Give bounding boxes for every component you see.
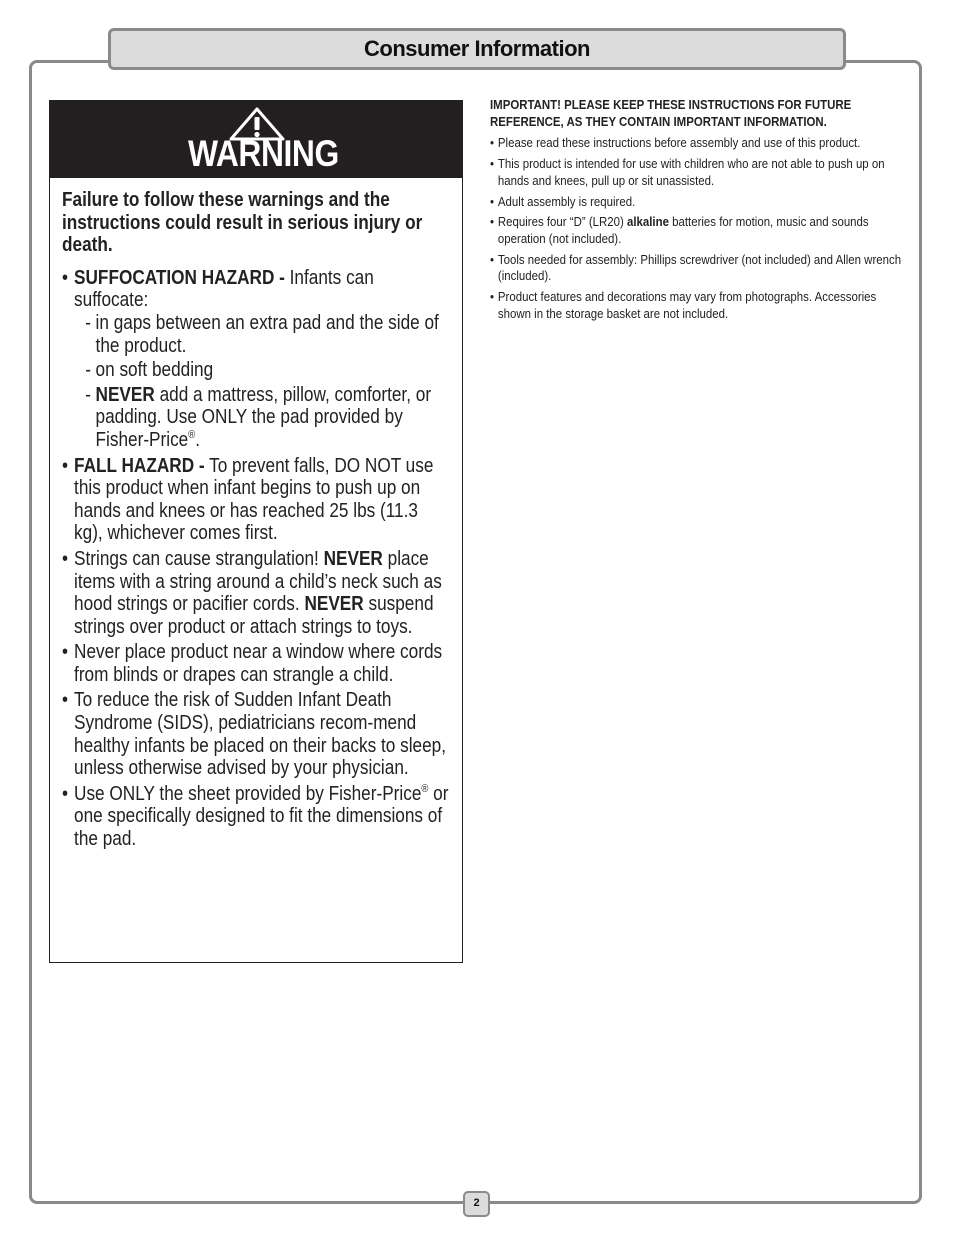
warning-item-text-end: or one specifically designed to fit the dimensions of the pad. bbox=[74, 782, 449, 851]
bullet: • bbox=[490, 135, 495, 151]
bullet: • bbox=[62, 266, 69, 289]
bullet: • bbox=[490, 193, 495, 209]
warning-box bbox=[49, 100, 463, 963]
section-header bbox=[108, 28, 846, 70]
warning-body bbox=[50, 178, 462, 854]
info-item-text: Product features and decorations may vary from photographs. Accessories shown in the storage basket are not included. bbox=[497, 289, 877, 321]
warning-subitem-text: add a mattress, pillow, comforter, or padding. Use ONLY the pad provided by Fisher-Price bbox=[95, 383, 432, 451]
bullet: • bbox=[62, 689, 69, 712]
bullet: • bbox=[62, 782, 69, 805]
emphasis-text: NEVER bbox=[323, 547, 383, 570]
warning-item bbox=[62, 455, 451, 545]
warning-subitem bbox=[74, 384, 451, 452]
info-item bbox=[490, 214, 911, 247]
warning-subitem-text: on soft bedding bbox=[95, 359, 214, 382]
info-item bbox=[490, 135, 911, 152]
warning-item bbox=[62, 548, 451, 638]
page-number: 2 bbox=[463, 1191, 490, 1217]
emphasis-text: NEVER bbox=[304, 593, 364, 616]
warning-item bbox=[62, 783, 451, 851]
warning-title: WARNING bbox=[188, 133, 339, 174]
info-item-text: This product is intended for use with children who are not able to push up on hands and knees, pull up or sit unassisted. bbox=[497, 156, 885, 188]
info-item bbox=[490, 156, 911, 189]
section-title: Consumer Information bbox=[364, 36, 590, 61]
warning-item-text: Use ONLY the sheet provided by Fisher-Price bbox=[74, 782, 422, 805]
bullet: • bbox=[490, 214, 495, 230]
bullet: • bbox=[62, 547, 69, 570]
warning-item-text: Never place product near a window where cords from blinds or drapes can strangle a child. bbox=[74, 641, 443, 686]
emphasis-text: NEVER bbox=[95, 383, 155, 406]
info-item-text: Tools needed for assembly: Phillips screwdriver (not included) and Allen wrench (included). bbox=[497, 251, 902, 284]
hazard-label: SUFFOCATION HAZARD - bbox=[74, 266, 285, 289]
warning-item-text: Infants can suffocate: bbox=[74, 266, 374, 312]
bullet: • bbox=[62, 454, 69, 477]
info-item-text-end: batteries for motion, music and sounds operation (not included). bbox=[497, 214, 869, 246]
registered-mark: ® bbox=[421, 782, 429, 795]
info-item bbox=[490, 252, 911, 285]
warning-item bbox=[62, 267, 451, 452]
dash: - bbox=[85, 311, 91, 334]
warning-item bbox=[62, 641, 451, 686]
warning-subitem-text: in gaps between an extra pad and the side of the product. bbox=[95, 311, 439, 357]
info-item bbox=[490, 289, 911, 322]
warning-subitem bbox=[74, 312, 451, 357]
warning-item-text: To reduce the risk of Sudden Infant Death Syndrome (SIDS), pediatricians recom-mend healthy infants be placed on their backs to sleep, unless otherwise advised by your physician. bbox=[74, 689, 446, 780]
bullet: • bbox=[490, 156, 495, 172]
warning-item-text: Strings can cause strangulation! bbox=[74, 547, 324, 570]
info-item-text: Please read these instructions before assembly and use of this product. bbox=[497, 135, 861, 151]
warning-item-text: To prevent falls, DO NOT use this product when infant begins to push up on hands and knees or has reached 25 lbs (11.3 kg), whichever comes first. bbox=[74, 454, 434, 545]
warning-item-text: place items with a string around a child’s neck such as hood strings or pacifier cords. bbox=[74, 547, 442, 616]
warning-item-text: suspend strings over product or attach strings to toys. bbox=[74, 593, 434, 638]
warning-subitem bbox=[74, 359, 451, 382]
info-item-text: Adult assembly is required. bbox=[497, 193, 636, 209]
important-notice: IMPORTANT! PLEASE KEEP THESE INSTRUCTIONS FOR FUTURE REFERENCE, AS THEY CONTAIN IMPORTANT INFORMATION. bbox=[490, 97, 852, 129]
warning-intro: Failure to follow these warnings and the instructions could result in serious injury or death. bbox=[62, 189, 423, 257]
bullet: • bbox=[490, 289, 495, 305]
warning-subitem-text-end: . bbox=[195, 428, 201, 451]
bullet: • bbox=[490, 251, 495, 267]
hazard-label: FALL HAZARD - bbox=[74, 454, 205, 477]
warning-item bbox=[62, 689, 451, 779]
emphasis-text: alkaline bbox=[626, 214, 669, 230]
info-item bbox=[490, 194, 911, 211]
bullet: • bbox=[62, 641, 69, 664]
dash: - bbox=[85, 359, 91, 382]
consumer-info-column bbox=[490, 97, 910, 326]
info-item-text: Requires four “D” (LR20) bbox=[497, 214, 627, 230]
dash: - bbox=[85, 383, 91, 406]
warning-header bbox=[50, 101, 462, 178]
registered-mark: ® bbox=[188, 428, 196, 441]
